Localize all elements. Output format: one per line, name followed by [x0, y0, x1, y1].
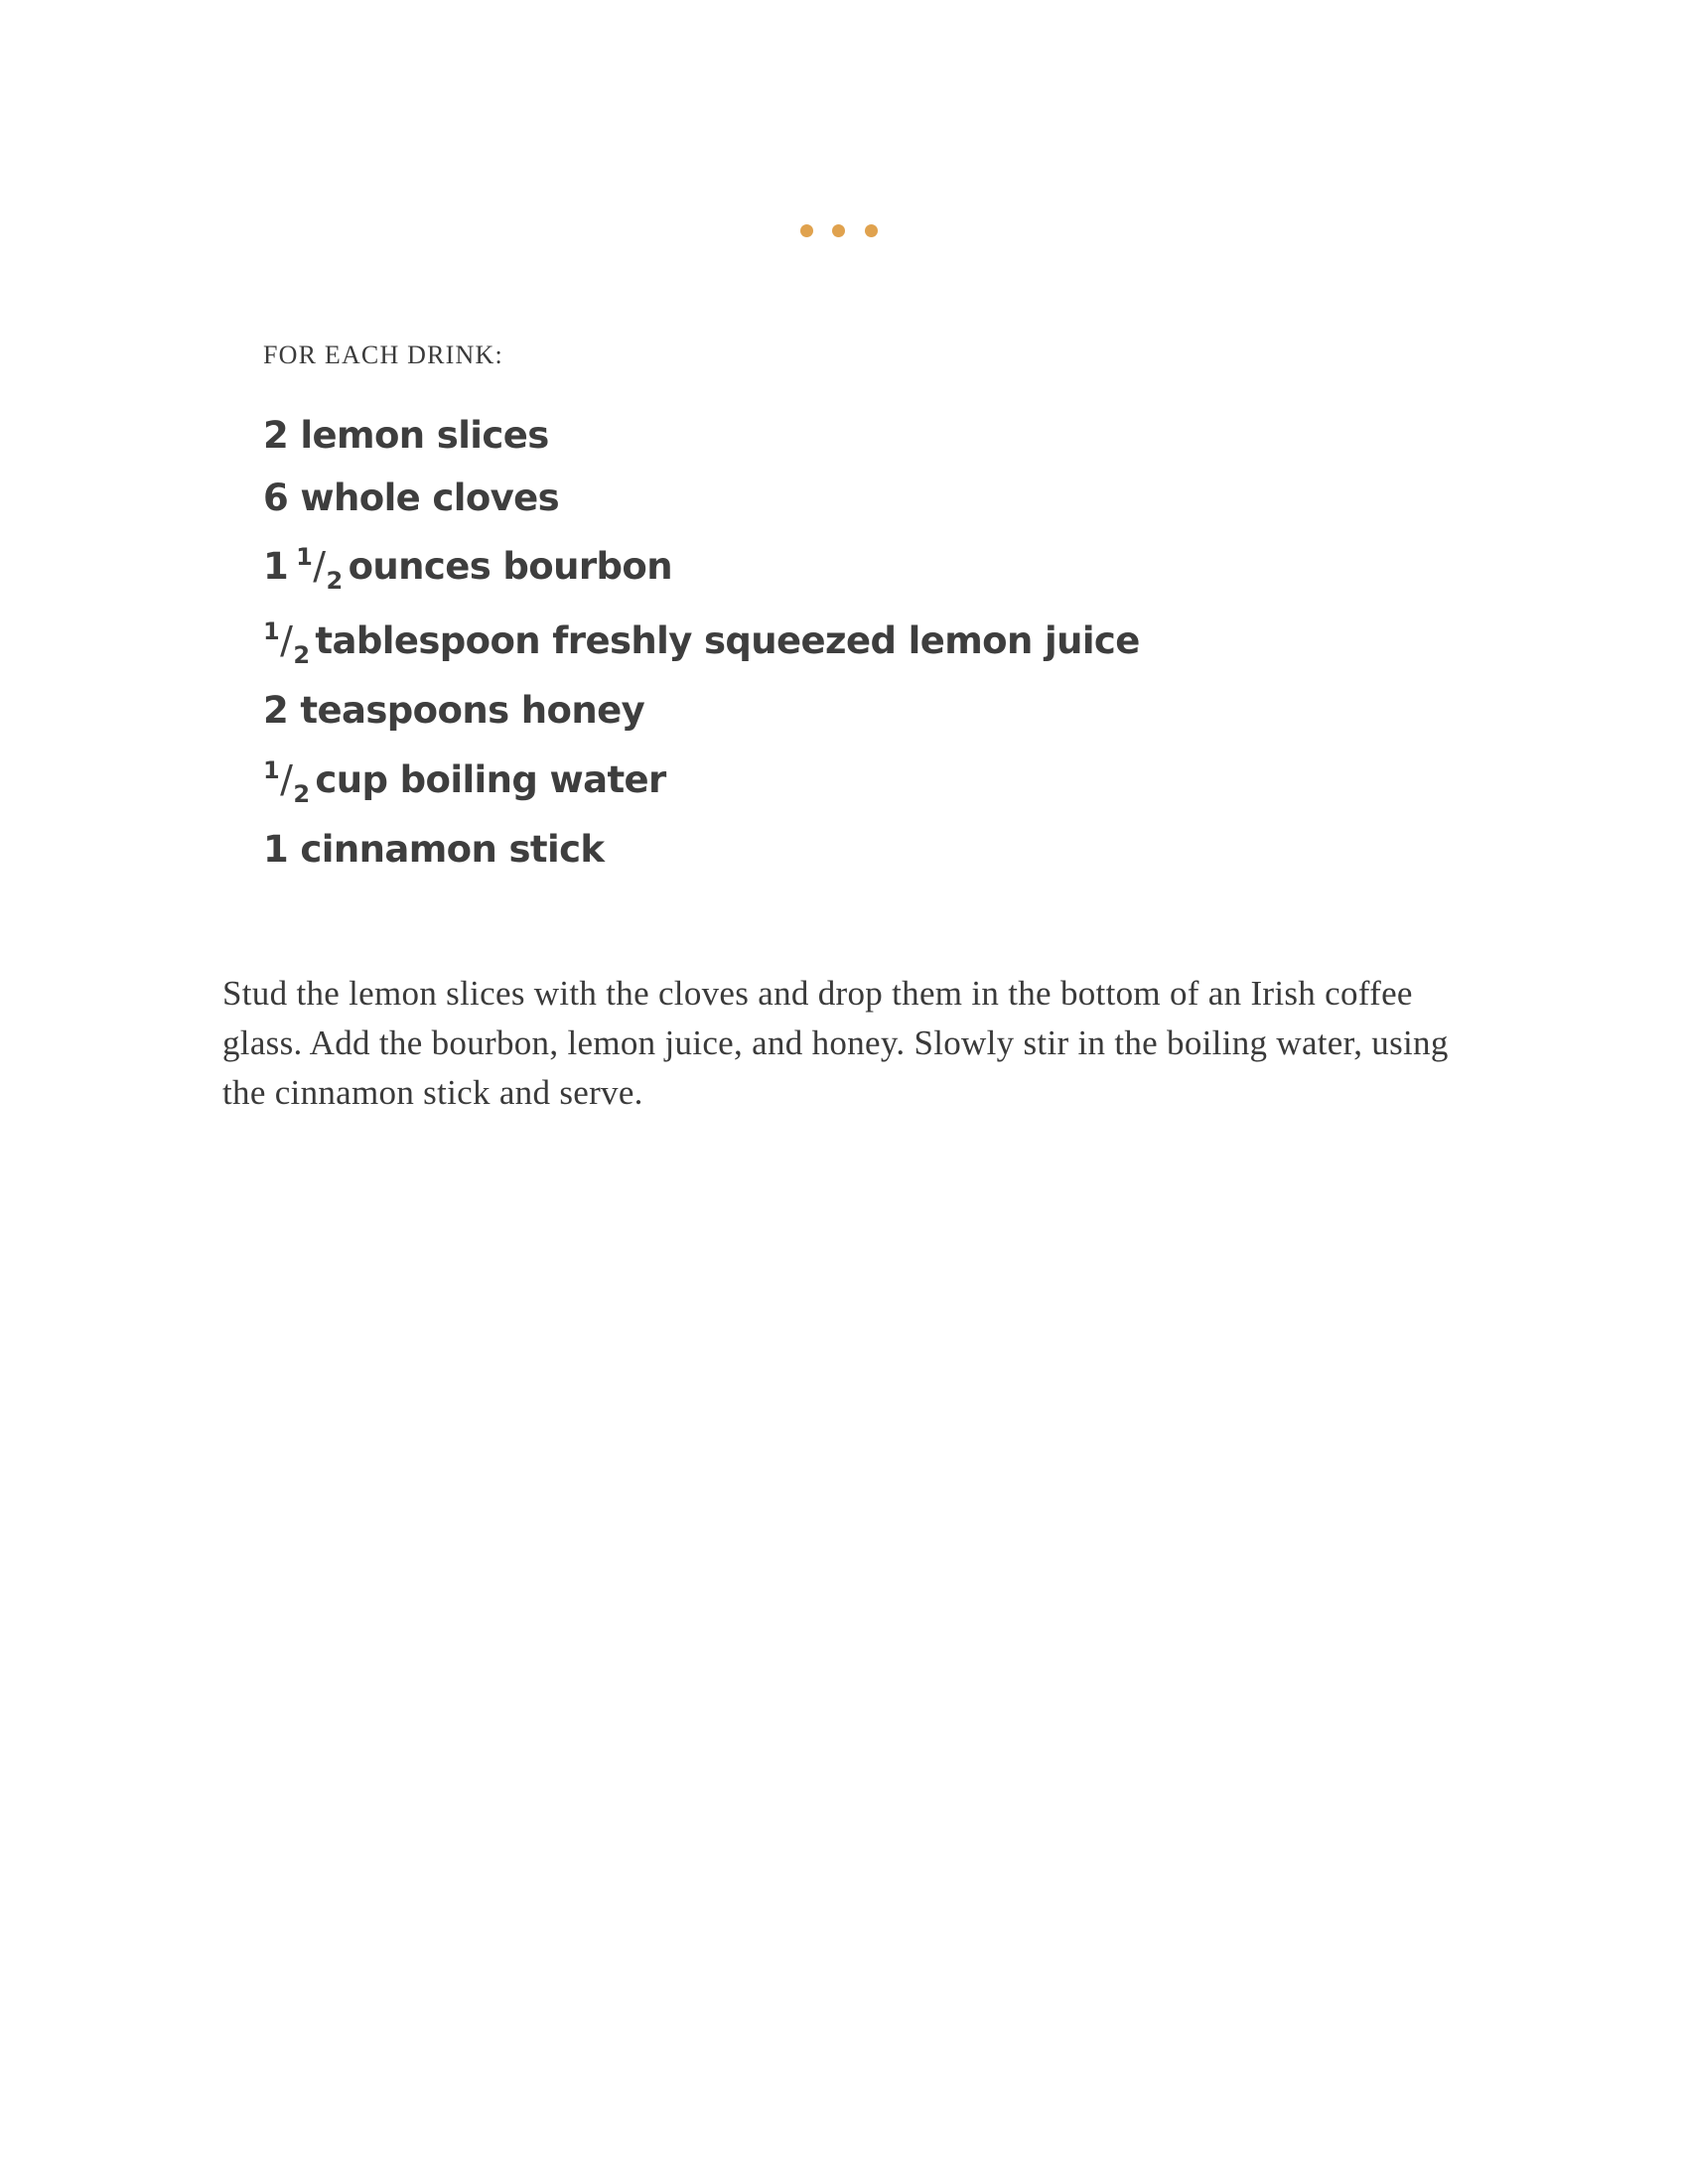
fraction-slash: /	[280, 757, 293, 801]
ingredient-item	[263, 414, 549, 457]
ingredient-item	[263, 477, 560, 519]
ingredient-text: 2 teaspoons honey	[263, 689, 645, 732]
fraction-denominator: 2	[293, 780, 310, 808]
fraction-denominator: 2	[293, 641, 310, 669]
recipe-instructions: Stud the lemon slices with the cloves and drop them in the bottom of an Irish coffee glass. Add the bourbon, lemon juice, and honey. Slowly stir in the boiling water, using the cinnamon stick and serve.	[222, 974, 1449, 1112]
ingredient-item	[263, 543, 672, 595]
fraction-slash: /	[313, 544, 326, 588]
ingredients-heading: FOR EACH DRINK:	[263, 341, 503, 369]
ingredient-item	[263, 828, 605, 871]
ingredient-text: cup boiling water	[315, 758, 666, 801]
ingredient-text: ounces bourbon	[348, 545, 672, 588]
fraction-numerator: 1	[296, 543, 313, 571]
ingredient-item	[263, 689, 645, 732]
ornament-dots	[800, 224, 890, 238]
ingredient-item	[263, 617, 1140, 669]
ingredient-text: 2 lemon slices	[263, 414, 549, 457]
fraction-numerator: 1	[263, 617, 280, 645]
fraction-slash: /	[280, 618, 293, 662]
ornament-dot	[832, 224, 845, 237]
ingredient-text: 1 cinnamon stick	[263, 828, 605, 871]
ingredient-item	[263, 756, 666, 808]
ingredient-text: tablespoon freshly squeezed lemon juice	[315, 619, 1140, 662]
ornament-dot	[865, 224, 878, 237]
ornament-dot	[800, 224, 813, 237]
fraction-numerator: 1	[263, 756, 280, 784]
fraction-denominator: 2	[326, 567, 343, 595]
ingredient-whole-number: 1	[263, 545, 289, 588]
ingredient-text: 6 whole cloves	[263, 477, 560, 519]
